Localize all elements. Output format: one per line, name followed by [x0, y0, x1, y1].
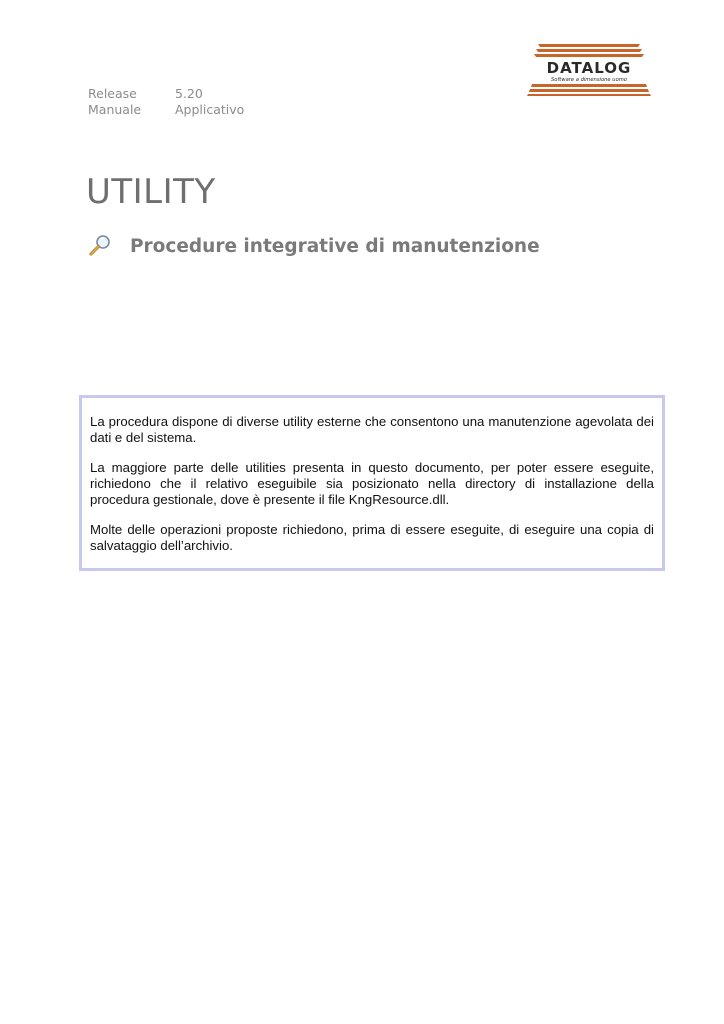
meta-key: Release [88, 86, 137, 101]
meta-row-release [88, 86, 244, 102]
note-paragraph: La maggiore parte delle utilities presenta in questo documento, per poter essere eseguite, richiedono che il relativo eseguibile sia posizionato nella directory di installazione della procedura gestionale, dove è presente il file KngResource.dll. [90, 460, 654, 507]
datalog-logo-graphic [526, 42, 652, 98]
meta-key: Manuale [88, 102, 142, 117]
note-paragraph: La procedura dispone di diverse utility esterne che consentono una manutenzione agevolata dei dati e del sistema. [90, 414, 654, 445]
info-note-box [79, 395, 665, 571]
note-paragraph: Molte delle operazioni proposte richiedono, prima di essere eseguite, di eseguire una copia di salvataggio dell’archivio. [90, 522, 654, 553]
meta-value: 5.20 [175, 86, 203, 101]
meta-row-manuale [88, 102, 244, 118]
meta-value: Applicativo [175, 102, 245, 117]
section-title: Procedure integrative di manutenzione [130, 236, 540, 257]
document-title: UTILITY [86, 172, 216, 212]
datalog-logo [526, 42, 652, 98]
logo-brand: DATALOG [546, 59, 632, 77]
document-meta [88, 86, 244, 118]
logo-tagline: Software a dimensione uomo [551, 77, 627, 83]
magnifier-icon [88, 233, 112, 257]
